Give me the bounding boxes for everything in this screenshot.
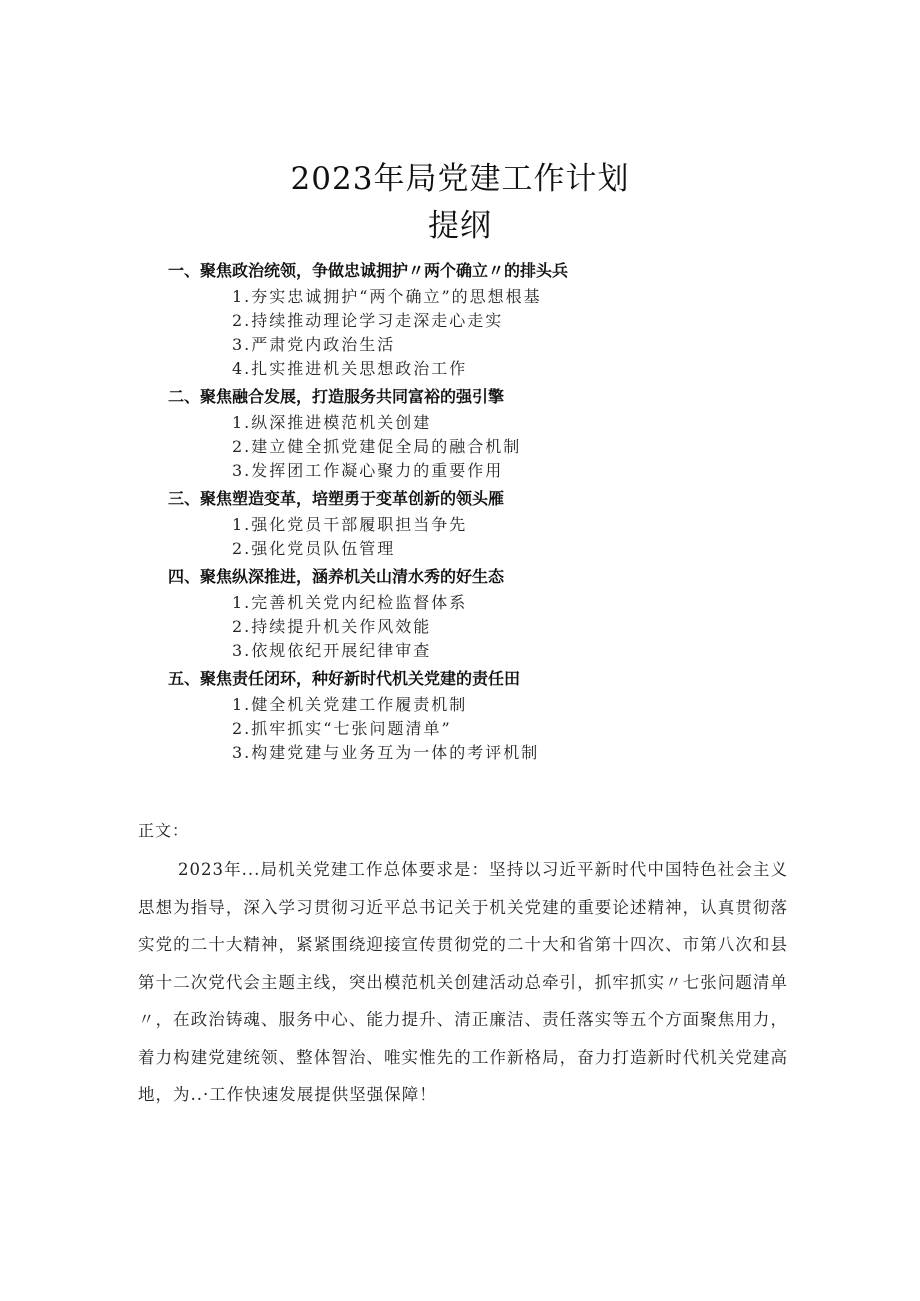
outline-item: 1.健全机关党建工作履责机制 bbox=[232, 695, 468, 714]
section-heading-1: 一、聚焦政治统领，争做忠诚拥护〃两个确立〃的排头兵 bbox=[168, 261, 569, 280]
outline-item: 2.持续提升机关作风效能 bbox=[232, 617, 432, 636]
outline-item: 3.发挥团工作凝心聚力的重要作用 bbox=[232, 461, 504, 480]
outline-item: 3.构建党建与业务互为一体的考评机制 bbox=[232, 743, 540, 762]
outline-item: 1.夯实忠诚拥护“两个确立”的思想根基 bbox=[232, 287, 542, 306]
section-heading-3: 三、聚焦塑造变革，培塑勇于变革创新的领头雁 bbox=[168, 489, 505, 508]
document-subtitle: 提纲 bbox=[428, 208, 492, 244]
section-heading-5: 五、聚焦责任闭环，种好新时代机关党建的责任田 bbox=[168, 669, 521, 688]
body-paragraph: 2023年...局机关党建工作总体要求是：坚持以习近平新时代中国特色社会主义思想为指导，深入学习贯彻习近平总书记关于机关党建的重要论述精神，认真贯彻落实党的二十大精神，紧紧围绕迎接宣传贯彻党的二十大和省第十四次、市第八次和县第十二次党代会主题主线，突出模范机关创建活动总牵引，抓牢抓实〃七张问题清单〃，在政治铸魂、服务中心、能力提升、清正廉洁、责任落实等五个方面聚焦用力，着力构建党建统领、整体智治、唯实惟先的工作新格局，奋力打造新时代机关党建高地，为..·工作快速发展提供坚强保障！ bbox=[138, 860, 788, 1104]
document-title: 2023年局党建工作计划 bbox=[290, 161, 630, 197]
body-label: 正文： bbox=[138, 821, 190, 840]
outline-item: 2.建立健全抓党建促全局的融合机制 bbox=[232, 437, 522, 456]
outline-item: 2.抓牢抓实“七张问题清单” bbox=[232, 719, 452, 738]
section-heading-4: 四、聚焦纵深推进，涵养机关山清水秀的好生态 bbox=[168, 567, 505, 586]
outline-item: 2.持续推动理论学习走深走心走实 bbox=[232, 311, 504, 330]
outline-item: 1.完善机关党内纪检监督体系 bbox=[232, 593, 468, 612]
outline-item: 4.扎实推进机关思想政治工作 bbox=[232, 359, 468, 378]
outline-item: 2.强化党员队伍管理 bbox=[232, 539, 396, 558]
section-heading-2: 二、聚焦融合发展，打造服务共同富裕的强引擎 bbox=[168, 387, 505, 406]
outline-item: 3.依规依纪开展纪律审查 bbox=[232, 641, 432, 660]
outline-item: 3.严肃党内政治生活 bbox=[232, 335, 396, 354]
outline-item: 1.强化党员干部履职担当争先 bbox=[232, 515, 468, 534]
outline-item: 1.纵深推进模范机关创建 bbox=[232, 413, 432, 432]
